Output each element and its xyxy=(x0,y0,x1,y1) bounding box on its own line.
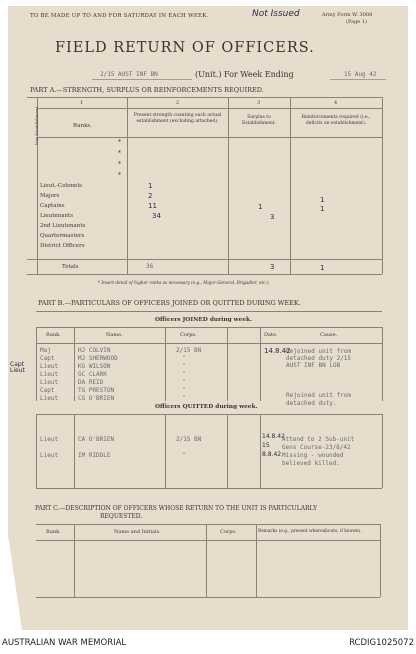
asterisk-row: * xyxy=(118,172,121,179)
col-num-1: 1 xyxy=(80,100,84,106)
total-surplus: 3 xyxy=(270,263,275,271)
part-c-v3 xyxy=(256,524,257,597)
joined-corps: " xyxy=(183,395,186,401)
present-value: 11 xyxy=(148,202,157,210)
part-c-col-rank: Rank. xyxy=(46,529,61,535)
part-a-rule xyxy=(27,97,382,98)
part-c-title-line2: REQUESTED. xyxy=(100,513,143,520)
page-title: FIELD RETURN OF OFFICERS. xyxy=(55,40,315,56)
joined-corps: " xyxy=(183,355,186,361)
part-a-v1 xyxy=(127,97,128,274)
joined-v0 xyxy=(36,327,37,401)
part-a-v2 xyxy=(228,97,229,274)
joined-v1 xyxy=(74,327,75,401)
joined-name: CG O'BRIEN xyxy=(78,395,115,402)
week-underline xyxy=(330,79,386,80)
joined-corps: " xyxy=(183,371,186,377)
part-a-totals-rule xyxy=(27,259,382,260)
joined-name: MJ SHERWOOD xyxy=(78,355,118,362)
col-reinf-header: Reinforcements required (i.e., deficits on establishment). xyxy=(301,115,371,126)
joined-name: HJ COLVIN xyxy=(78,347,111,354)
quitted-cause: Missing - wounded xyxy=(282,452,344,459)
rank-label: Quartermasters xyxy=(40,233,85,239)
joined-col-date: Date. xyxy=(264,332,278,338)
quitted-v0 xyxy=(36,414,37,488)
col-num-3: 3 xyxy=(257,100,261,106)
rank-label: Captains xyxy=(40,203,65,209)
header-notice: TO BE MADE UP TO AND FOR SATURDAY IN EACH WEEK. xyxy=(30,13,209,19)
reinf-value: 1 xyxy=(320,196,325,204)
part-c-bottom-rule xyxy=(36,597,380,598)
part-a-v4 xyxy=(382,97,383,274)
joined-col-corps: Corps. xyxy=(180,332,197,338)
joined-col-name: Name. xyxy=(106,332,123,338)
joined-head-rule xyxy=(36,343,382,344)
part-c-v2 xyxy=(206,524,207,597)
joined-col-rank: Rank. xyxy=(46,332,61,338)
joined-corps: " xyxy=(183,387,186,393)
unit-value: 2/15 AUST INF BN xyxy=(100,71,158,78)
quitted-date: 15 xyxy=(262,442,270,449)
col-num-2: 2 xyxy=(176,100,180,106)
surplus-value: 1 xyxy=(258,203,263,211)
col-present-header: Present strength counting each actual establishment (excluding attached). xyxy=(133,113,222,124)
col-surplus-header: Surplus to Establishment. xyxy=(241,115,277,127)
present-value: 1 xyxy=(148,182,153,190)
present-value: 2 xyxy=(148,192,153,200)
quitted-v4 xyxy=(260,414,261,488)
part-c-v1 xyxy=(74,524,75,597)
part-c-col-name: Name and Initials. xyxy=(114,529,161,535)
quitted-v5 xyxy=(382,414,383,488)
joined-date: 14.8.42 xyxy=(264,347,291,355)
joined-rank: Lieut xyxy=(40,379,59,386)
col-ranks-header: Ranks. xyxy=(73,123,92,129)
part-c-rule xyxy=(36,524,380,525)
rank-label: Majors xyxy=(40,193,60,199)
part-a-bottom-rule xyxy=(27,274,382,275)
quitted-cause: Attend to 2 Sub-unit xyxy=(282,436,355,443)
part-c-title-line1: PART C.—DESCRIPTION OF OFFICERS WHOSE RETURN TO THE UNIT IS PARTICULARLY xyxy=(35,505,318,512)
part-b-rule xyxy=(36,311,382,312)
part-c-head-rule xyxy=(36,540,380,541)
part-a-head-rule xyxy=(37,137,382,138)
quitted-corps: 2/15 BN xyxy=(176,436,202,443)
unit-underline xyxy=(92,79,192,80)
joined-name: DA REID xyxy=(78,379,104,386)
quitted-name: CA O'BRIEN xyxy=(78,436,115,443)
joined-v3 xyxy=(227,327,228,401)
rank-label: 2nd Lieutenants xyxy=(40,223,86,229)
joined-corps: " xyxy=(183,379,186,385)
quitted-v3 xyxy=(227,414,228,488)
joined-v2 xyxy=(165,327,166,401)
joined-corps: " xyxy=(183,363,186,369)
quitted-rank: Lieut xyxy=(40,436,59,443)
present-value: 34 xyxy=(152,212,161,220)
joined-name: KG WILSON xyxy=(78,363,111,370)
joined-cause: AUST INF BN LOB xyxy=(286,362,341,369)
quitted-corps: " xyxy=(183,452,186,458)
joined-v5 xyxy=(382,327,383,401)
quitted-title: Officers QUITTED during week. xyxy=(155,404,258,410)
part-a-v3 xyxy=(290,97,291,274)
joined-v4 xyxy=(260,327,261,401)
joined-cause: detached duty 2/15 xyxy=(286,355,352,362)
quitted-bottom-rule xyxy=(36,488,382,489)
joined-cause: Rejoined unit from xyxy=(286,348,352,355)
page-label: (Page 1) xyxy=(346,19,367,25)
handwritten-note: Not Issued xyxy=(252,9,300,19)
quitted-v1 xyxy=(74,414,75,488)
rank-label: District Officers xyxy=(40,243,85,249)
part-a-colnum-rule xyxy=(37,108,382,109)
part-c-col-remarks: Remarks (e.g., present whereabouts, if known). xyxy=(258,529,362,534)
joined-cause: detached duty. xyxy=(286,400,337,407)
joined-title: Officers JOINED during week. xyxy=(155,317,253,323)
quitted-cause: believed killed. xyxy=(282,460,340,467)
week-ending: 15 Aug 42 xyxy=(344,71,377,78)
col-num-4: 4 xyxy=(334,100,338,106)
joined-rank: Maj xyxy=(40,347,51,354)
joined-name: GC CLARK xyxy=(78,371,107,378)
part-c-col-corps: Corps. xyxy=(220,529,237,535)
quitted-cause: Gens Course-23/8/42 xyxy=(282,444,351,451)
joined-rank: Lieut xyxy=(40,395,59,402)
total-reinf: 1 xyxy=(320,264,325,272)
part-a-footnote: * Insert detail of higher ranks as necessary (e.g., Major-General, Brigadier, etc.). xyxy=(98,280,270,285)
joined-rank: Capt xyxy=(40,355,55,362)
joined-name: TG PRESTON xyxy=(78,387,115,394)
part-c-v4 xyxy=(380,524,381,597)
unit-label: (Unit.) For Week Ending xyxy=(195,70,294,79)
quitted-name: IM RIDDLE xyxy=(78,452,111,459)
joined-rank: Lieut xyxy=(40,363,59,370)
footer-left: AUSTRALIAN WAR MEMORIAL xyxy=(2,638,127,648)
joined-corps: 2/15 BN xyxy=(176,347,202,354)
joined-rank: Lieut xyxy=(40,371,59,378)
quitted-date: 8.8.42 xyxy=(262,451,282,458)
war-establishment-label: War Establishment xyxy=(34,106,40,146)
joined-rank: Capt xyxy=(40,387,55,394)
reinf-value: 1 xyxy=(320,205,325,213)
margin-note: Capt Lieut xyxy=(10,361,25,374)
rank-label: Lieutenants xyxy=(40,213,74,219)
quitted-date: 14.8.42 xyxy=(262,433,285,440)
joined-title-rule xyxy=(36,327,382,328)
quitted-rank: Lieut xyxy=(40,452,59,459)
footer-right: RCDIG1025072 xyxy=(349,638,414,648)
quitted-v2 xyxy=(165,414,166,488)
part-a-title: PART A.—STRENGTH, SURPLUS OR REINFORCEMENTS REQUIRED. xyxy=(30,86,264,94)
part-b-title: PART B.—PARTICULARS OF OFFICERS JOINED OR QUITTED DURING WEEK. xyxy=(38,299,301,307)
asterisk-row: * xyxy=(118,139,121,146)
rank-label: Lieut.-Colonels xyxy=(40,183,82,189)
joined-col-cause: Cause. xyxy=(320,332,338,338)
asterisk-row: * xyxy=(118,150,121,157)
joined-cause: Rejoined unit from xyxy=(286,392,352,399)
totals-label: Totals xyxy=(62,264,79,270)
total-present: 36 xyxy=(146,263,154,270)
form-id: Army Form W. 3008 xyxy=(322,12,373,18)
asterisk-row: * xyxy=(118,161,121,168)
surplus-value: 3 xyxy=(270,213,275,221)
quitted-title-rule xyxy=(36,414,382,415)
